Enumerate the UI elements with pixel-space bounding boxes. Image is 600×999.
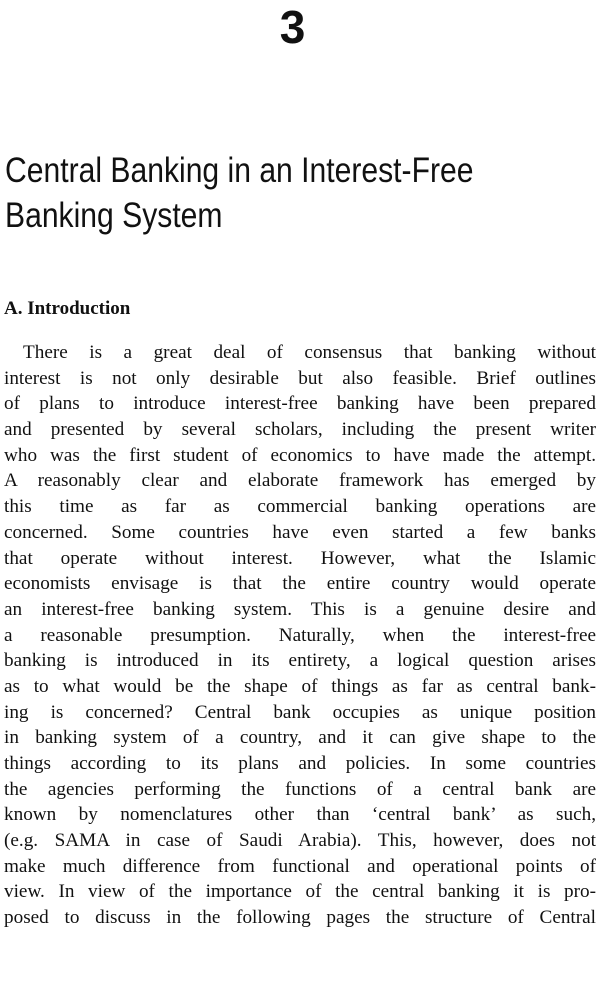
paragraph-line: A reasonably clear and elaborate framework has emerged by — [4, 470, 596, 492]
paragraph-line: things according to its plans and policies. In some countries — [4, 753, 596, 774]
paragraph-line: (e.g. SAMA in case of Saudi Arabia). This, however, does not — [4, 830, 596, 852]
paragraph-line: view. In view of the importance of the central banking it is pro- — [4, 881, 596, 903]
paragraph-line: There is a great deal of consensus that banking without — [23, 342, 596, 363]
paragraph-line: in banking system of a country, and it can give shape to the — [4, 727, 596, 749]
paragraph-line: concerned. Some countries have even started a few banks — [4, 521, 596, 543]
chapter-number: 3 — [279, 1, 306, 53]
paragraph-line: this time as far as commercial banking operations are — [4, 496, 596, 518]
introduction-paragraph — [4, 340, 596, 931]
paragraph-line: known by nomenclatures other than ‘central bank’ as such, — [4, 804, 596, 826]
paragraph-line: ing is concerned? Central bank occupies as unique position — [4, 701, 596, 723]
paragraph-line: of plans to introduce interest-free banking have been prepared — [4, 393, 596, 415]
paragraph-line: and presented by several scholars, including the present writer — [4, 419, 596, 441]
section-heading: A. Introduction — [4, 298, 131, 319]
paragraph-line: interest is not only desirable but also feasible. Brief outlines — [4, 367, 596, 389]
chapter-title-line-2: Banking System — [5, 196, 223, 235]
paragraph-line: posed to discuss in the following pages the structure of Central — [4, 907, 596, 929]
paragraph-line: as to what would be the shape of things as far as central bank- — [4, 675, 596, 697]
paragraph-line: a reasonable presumption. Naturally, when the interest-free — [4, 624, 596, 646]
paragraph-line: an interest-free banking system. This is a genuine desire and — [4, 598, 596, 620]
chapter-title — [5, 148, 512, 238]
paragraph-line: who was the first student of economics to have made the attempt. — [4, 444, 596, 466]
paragraph-line: banking is introduced in its entirety, a logical question arises — [4, 650, 596, 672]
chapter-title-line-1: Central Banking in an Interest-Free — [5, 151, 474, 190]
paragraph-line: the agencies performing the functions of a central bank are — [4, 778, 596, 800]
paragraph-line: make much difference from functional and operational points of — [4, 855, 596, 877]
paragraph-line: economists envisage is that the entire country would operate — [4, 573, 596, 595]
paragraph-line: that operate without interest. However, what the Islamic — [4, 547, 596, 569]
